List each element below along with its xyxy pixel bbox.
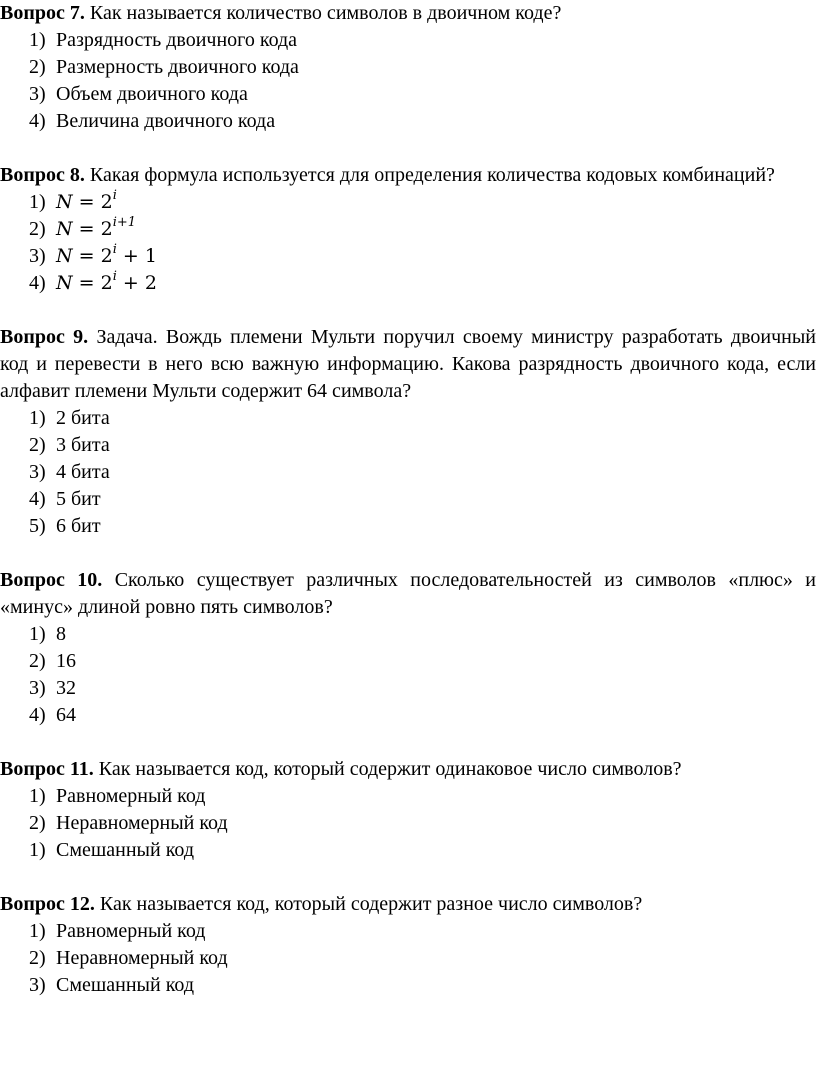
option-number: 5) xyxy=(29,515,46,537)
answer-option xyxy=(0,486,816,513)
option-text: 2 бита xyxy=(56,407,110,429)
formula-exponent-text: i xyxy=(112,242,117,257)
formula xyxy=(56,269,157,294)
formula-tail: + 2 xyxy=(116,272,157,294)
question-stem xyxy=(0,0,816,27)
formula-exponent-text: i xyxy=(112,269,117,284)
question-label: Вопрос 9. xyxy=(0,326,89,348)
option-text: Смешанный код xyxy=(56,974,194,996)
option-text: Равномерный код xyxy=(56,785,206,807)
answer-option xyxy=(0,837,816,864)
question-stem xyxy=(0,756,816,783)
option-number: 3) xyxy=(29,245,46,267)
formula xyxy=(56,242,157,267)
answer-option xyxy=(0,810,816,837)
option-number: 3) xyxy=(29,974,46,996)
option-number: 4) xyxy=(29,110,46,132)
option-text: 6 бит xyxy=(56,515,101,537)
option-text: 32 xyxy=(56,677,76,699)
option-text: 8 xyxy=(56,623,66,645)
formula-exponent-text: i xyxy=(112,188,117,203)
option-number: 3) xyxy=(29,83,46,105)
answer-option xyxy=(0,189,816,216)
option-number: 3) xyxy=(29,677,46,699)
question-label: Вопрос 11. xyxy=(0,758,94,780)
option-number: 1) xyxy=(29,191,46,213)
answer-list xyxy=(0,405,816,540)
question-stem xyxy=(0,162,816,189)
question-label: Вопрос 7. xyxy=(0,2,85,24)
question-label: Вопрос 8. xyxy=(0,164,85,186)
answer-option xyxy=(0,81,816,108)
formula xyxy=(56,188,117,213)
question-text: Как называется количество символов в двоичном коде? xyxy=(89,2,562,24)
question-7 xyxy=(0,0,816,135)
option-text: Неравномерный код xyxy=(56,812,228,834)
question-12 xyxy=(0,891,816,999)
option-number: 2) xyxy=(29,650,46,672)
answer-option xyxy=(0,918,816,945)
question-8 xyxy=(0,162,816,297)
option-number: 4) xyxy=(29,272,46,294)
answer-option xyxy=(0,405,816,432)
option-text: 16 xyxy=(56,650,76,672)
question-text: Какая формула используется для определения количества кодовых комбинаций? xyxy=(89,164,775,186)
answer-option xyxy=(0,108,816,135)
answer-option xyxy=(0,243,816,270)
option-text: Неравномерный код xyxy=(56,947,228,969)
answer-list xyxy=(0,189,816,297)
formula-variable: N xyxy=(56,191,73,213)
answer-option xyxy=(0,54,816,81)
formula-exponent xyxy=(113,188,117,203)
answer-list xyxy=(0,621,816,729)
option-number: 2) xyxy=(29,434,46,456)
option-text: Смешанный код xyxy=(56,839,194,861)
option-text: 3 бита xyxy=(56,434,110,456)
answer-option xyxy=(0,513,816,540)
answer-option xyxy=(0,216,816,243)
formula-variable: N xyxy=(56,218,73,240)
answer-option xyxy=(0,621,816,648)
option-number: 2) xyxy=(29,56,46,78)
question-text: Сколько существует различных последовательностей из символов «плюс» и «минус» длиной ровно пять символов? xyxy=(0,569,816,618)
option-text: Размерность двоичного кода xyxy=(56,56,299,78)
option-text: 4 бита xyxy=(56,461,110,483)
question-stem xyxy=(0,567,816,621)
formula-variable: N xyxy=(56,245,73,267)
option-number: 2) xyxy=(29,947,46,969)
question-stem xyxy=(0,891,816,918)
question-label: Вопрос 10. xyxy=(0,569,103,591)
answer-list xyxy=(0,27,816,135)
formula-base: = 2 xyxy=(72,191,113,213)
answer-list xyxy=(0,783,816,864)
formula-variable: N xyxy=(56,272,73,294)
answer-option xyxy=(0,675,816,702)
option-number: 2) xyxy=(29,218,46,240)
question-9 xyxy=(0,324,816,540)
option-text: Величина двоичного кода xyxy=(56,110,276,132)
formula-base: = 2 xyxy=(72,272,113,294)
option-number: 1) xyxy=(29,920,46,942)
option-text: Равномерный код xyxy=(56,920,206,942)
answer-option xyxy=(0,459,816,486)
formula-base: = 2 xyxy=(72,218,113,240)
option-number: 1) xyxy=(29,839,46,861)
answer-option xyxy=(0,27,816,54)
formula xyxy=(56,215,137,240)
option-text: 64 xyxy=(56,704,76,726)
answer-option xyxy=(0,783,816,810)
option-number: 4) xyxy=(29,704,46,726)
option-text: Объем двоичного кода xyxy=(56,83,248,105)
option-text: Разрядность двоичного кода xyxy=(56,29,298,51)
question-text: Как называется код, который содержит одинаковое число символов? xyxy=(98,758,682,780)
option-number: 1) xyxy=(29,785,46,807)
question-stem xyxy=(0,324,816,405)
formula-exponent xyxy=(113,215,136,230)
answer-list xyxy=(0,918,816,999)
question-text: Задача. Вождь племени Мульти поручил своему министру разработать двоичный код и перевести в него всю важную информацию. Какова разрядность двоичного кода, если алфавит племени Мульти содержит 64 символа? xyxy=(0,326,816,402)
answer-option xyxy=(0,972,816,999)
option-number: 2) xyxy=(29,812,46,834)
answer-option xyxy=(0,270,816,297)
formula-tail: + 1 xyxy=(116,245,157,267)
option-number: 1) xyxy=(29,407,46,429)
question-10 xyxy=(0,567,816,729)
question-11 xyxy=(0,756,816,864)
formula-exponent-text: i+1 xyxy=(112,215,137,230)
option-number: 3) xyxy=(29,461,46,483)
answer-option xyxy=(0,648,816,675)
formula-base: = 2 xyxy=(72,245,113,267)
question-text: Как называется код, который содержит разное число символов? xyxy=(99,893,643,915)
option-number: 1) xyxy=(29,623,46,645)
answer-option xyxy=(0,702,816,729)
option-number: 1) xyxy=(29,29,46,51)
question-label: Вопрос 12. xyxy=(0,893,95,915)
answer-option xyxy=(0,432,816,459)
answer-option xyxy=(0,945,816,972)
option-number: 4) xyxy=(29,488,46,510)
option-text: 5 бит xyxy=(56,488,101,510)
